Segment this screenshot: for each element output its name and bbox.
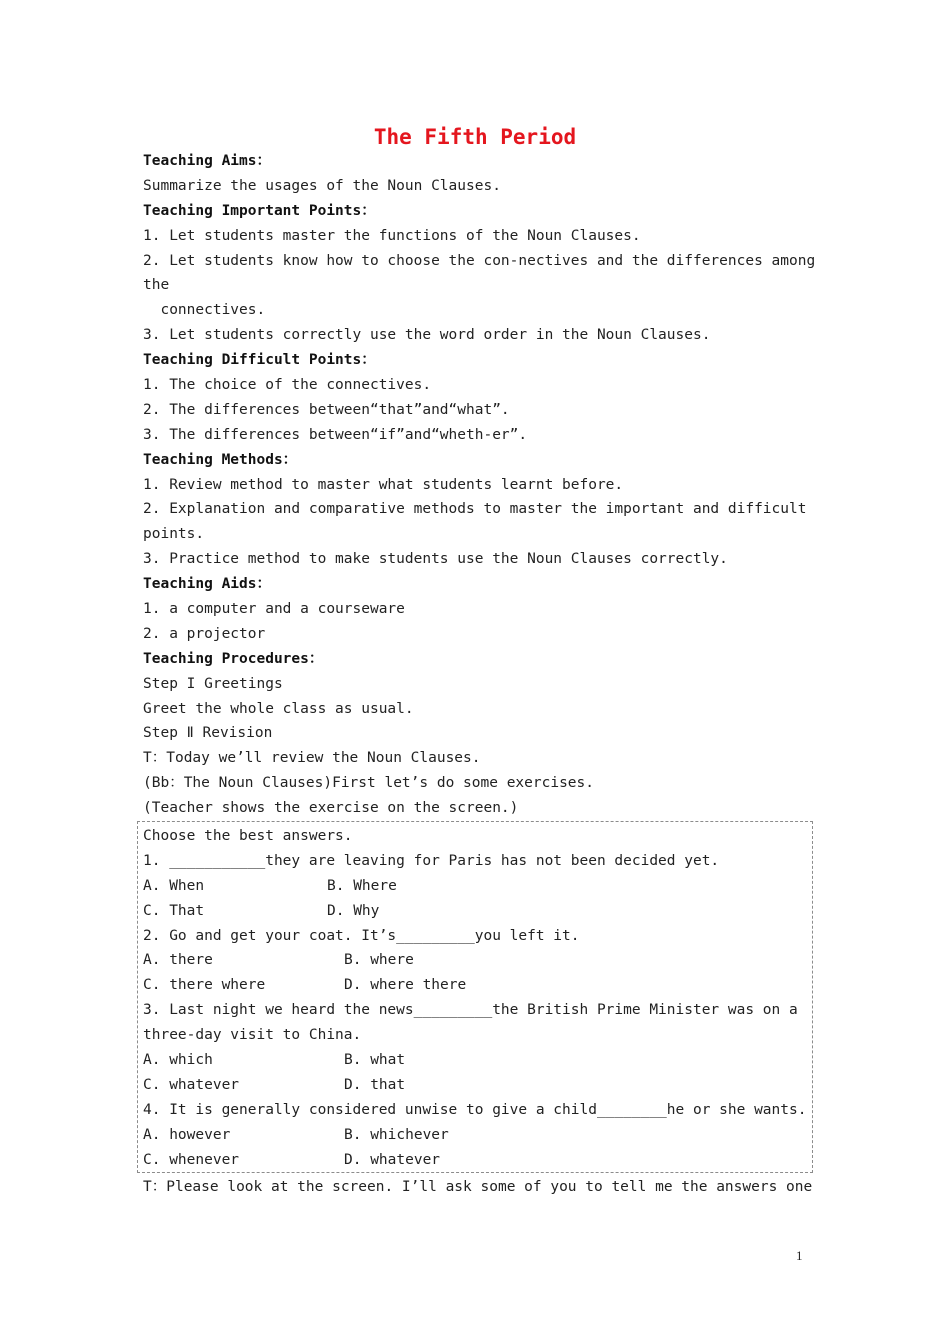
procedures-heading: Teaching Procedures： <box>143 650 324 667</box>
step-1: Step I Greetings <box>143 675 283 692</box>
page-number: 1 <box>796 1248 803 1263</box>
option-text: B. where <box>344 952 414 969</box>
question-1-options-row-2 <box>143 899 803 924</box>
important-points-heading: Teaching Important Points： <box>143 202 376 219</box>
method-2: 2. Explanation and comparative methods to master the important and difficult <box>143 501 807 518</box>
aid-2: 2. a projector <box>143 625 266 642</box>
page-title: The Fifth Period <box>373 125 577 149</box>
aims-text: Summarize the usages of the Noun Clauses. <box>143 177 501 194</box>
option-text: C. whatever <box>143 1076 240 1093</box>
important-point-2-cont2: connectives. <box>143 302 266 319</box>
question-4-options-row-2 <box>143 1148 803 1173</box>
step-1-text: Greet the whole class as usual. <box>143 700 414 717</box>
option-text: C. That <box>143 902 205 919</box>
question-2: 2. Go and get your coat. It’s_________you left it. <box>143 927 580 944</box>
after-box-text: T：Please look at the screen. I’ll ask some of you to tell me the answers one <box>143 1179 813 1195</box>
option-text: A. which <box>143 1052 213 1069</box>
question-2-options-row-1 <box>143 948 803 973</box>
difficult-point-1: 1. The choice of the connectives. <box>143 377 432 394</box>
exercise-heading: Choose the best answers. <box>143 828 353 844</box>
important-point-2: 2. Let students know how to choose the con-nectives and the differences among <box>143 252 816 269</box>
question-1: 1. ___________they are leaving for Paris has not been decided yet. <box>143 852 720 869</box>
option-text: A. there <box>143 952 213 969</box>
option-text: C. there where <box>143 977 266 994</box>
question-3-options-row-2 <box>143 1073 803 1098</box>
difficult-point-2: 2. The differences between“that”and“what”. <box>143 401 510 418</box>
question-3: 3. Last night we heard the news_________the British Prime Minister was on a <box>143 1002 798 1019</box>
document-body <box>143 149 816 821</box>
important-point-1: 1. Let students master the functions of the Noun Clauses. <box>143 227 641 244</box>
important-point-2-cont: the <box>143 277 170 294</box>
option-text: D. where there <box>344 977 467 994</box>
aids-heading: Teaching Aids： <box>143 576 271 593</box>
question-3-options-row-1 <box>143 1048 803 1073</box>
method-2-cont: points. <box>143 526 205 543</box>
difficult-point-3: 3. The differences between“if”and“wheth-er”. <box>143 426 528 443</box>
method-1: 1. Review method to master what students learnt before. <box>143 476 624 493</box>
aid-1: 1. a computer and a courseware <box>143 601 405 618</box>
question-2-options-row-2 <box>143 973 803 998</box>
teacher-line-1: T：Today we’ll review the Noun Clauses. <box>143 750 481 767</box>
step-2: Step Ⅱ Revision <box>143 725 273 742</box>
option-text: D. whatever <box>344 1151 441 1168</box>
blackboard-line: (Bb：The Noun Clauses)First let’s do some exercises. <box>143 775 594 792</box>
important-point-3: 3. Let students correctly use the word order in the Noun Clauses. <box>143 327 711 344</box>
question-4: 4. It is generally considered unwise to give a child________he or she wants. <box>143 1101 807 1118</box>
difficult-points-heading: Teaching Difficult Points： <box>143 352 376 369</box>
option-text: A. however <box>143 1126 231 1143</box>
question-4-options-row-1 <box>143 1123 803 1148</box>
option-text: C. whenever <box>143 1151 240 1168</box>
exercise-content <box>143 824 807 1173</box>
option-text: D. Why <box>327 902 380 919</box>
option-text: A. When <box>143 877 205 894</box>
teacher-shows-line: (Teacher shows the exercise on the screen.) <box>143 800 519 817</box>
question-3-cont: three-day visit to China. <box>143 1027 362 1044</box>
method-3: 3. Practice method to make students use the Noun Clauses correctly. <box>143 551 728 568</box>
question-1-options-row-1 <box>143 874 803 899</box>
option-text: B. Where <box>327 877 397 894</box>
option-text: B. what <box>344 1052 406 1069</box>
methods-heading: Teaching Methods： <box>143 451 298 468</box>
option-text: D. that <box>344 1076 406 1093</box>
aims-heading: Teaching Aims： <box>143 153 271 169</box>
option-text: B. whichever <box>344 1126 449 1143</box>
